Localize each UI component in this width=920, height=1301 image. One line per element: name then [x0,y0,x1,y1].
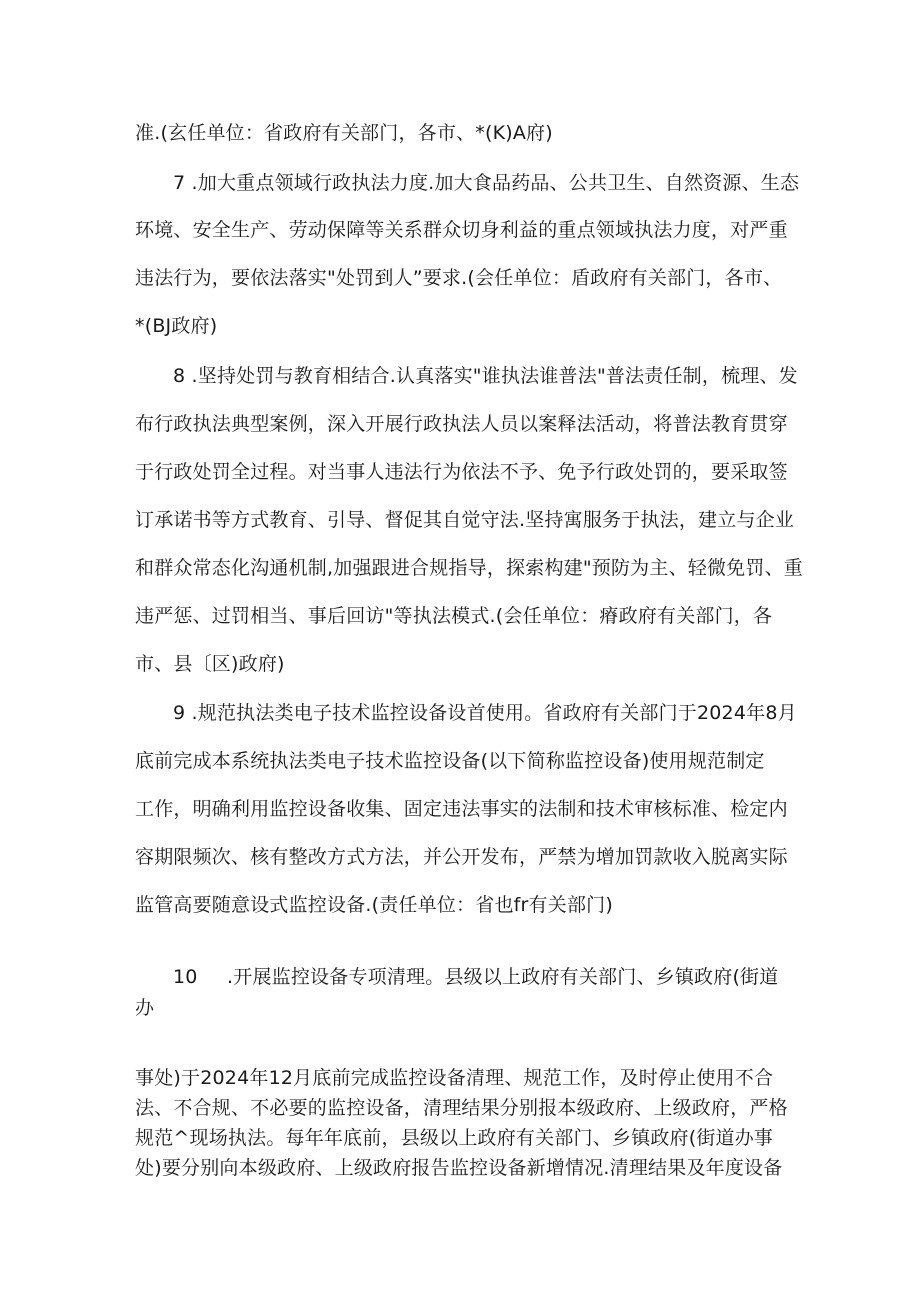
text-line: 容期限频次、核有整改方式方法，并公开发布，严禁为增加罚款收入脱离实际 [135,846,788,868]
text-line: 于行政处罚全过程。对当事人违法行为依法不予、免予行政处罚的，要采取签 [135,461,788,483]
paragraph-8-start: 8 .坚持处罚与教育相结合.认真落实"谁执法谁普法"普法责任制，梳理、发 [173,365,798,387]
paragraph-7-start: 7 .加大重点领域行政执法力度.加大食品药品、公共卫生、自然资源、生态 [173,172,800,194]
text-line: 处)要分别向本级政府、上级政府报告监控设备新增情况.清理结果及年度设备 [135,1157,783,1179]
text-line: 违法行为，要依法落实"处罚到人”要求.(会任单位：盾政府有关部门，各市、 [135,267,783,289]
text-line: 事处)于2024年12月底前完成监控设备清理、规范工作，及时停止使用不合 [135,1067,774,1089]
text-line: 工作，明确利用监控设备收集、固定违法事实的法制和技术审核标准、检定内 [135,798,788,820]
text-line: 准.(玄任单位：省政府有关部门，各市、*(K)A府) [135,122,553,144]
text-line: 环境、安全生产、劳动保障等关系群众切身利益的重点领域执法力度，对严重 [135,219,788,241]
text-line: 监管高要随意设式监控设备.(责任单位：省也fr有关部门) [135,894,613,916]
paragraph-10-start: .开展监控设备专项清理。县级以上政府有关部门、乡镇政府(街道 [227,966,779,988]
paragraph-10-number: 10 [173,966,198,988]
text-line: 布行政执法典型案例，深入开展行政执法人员以案释法活动，将普法教育贯穿 [135,413,788,435]
text-line: 底前完成本系统执法类电子技术监控设备(以下简称监控设备)使用规范制定 [135,750,765,772]
text-line: 和群众常态化沟通机制,加强跟进合规指导，探索构建"预防为主、轻微免罚、重 [135,557,803,579]
text-line: 违严惩、过罚相当、事后回访"等执法模式.(会任单位：瘠政府有关部门，各 [135,605,773,627]
text-line: 法、不合规、不必要的监控设备，清理结果分别报本级政府、上级政府，严格 [135,1097,788,1119]
text-line: 市、县〔区)政府) [135,653,285,675]
text-line: 办 [135,997,155,1019]
text-line: *(BJ政府) [135,315,218,337]
text-line: 规范^现场执法。每年年底前，县级以上政府有关部门、乡镇政府(街道办事 [135,1127,774,1149]
text-line: 订承诺书等方式教育、引导、督促其自觉守法.坚持寓服务于执法，建立与企业 [135,509,795,531]
paragraph-9-start: 9 .规范执法类电子技术监控设备设首使用。省政府有关部门于2024年8月 [173,702,797,724]
